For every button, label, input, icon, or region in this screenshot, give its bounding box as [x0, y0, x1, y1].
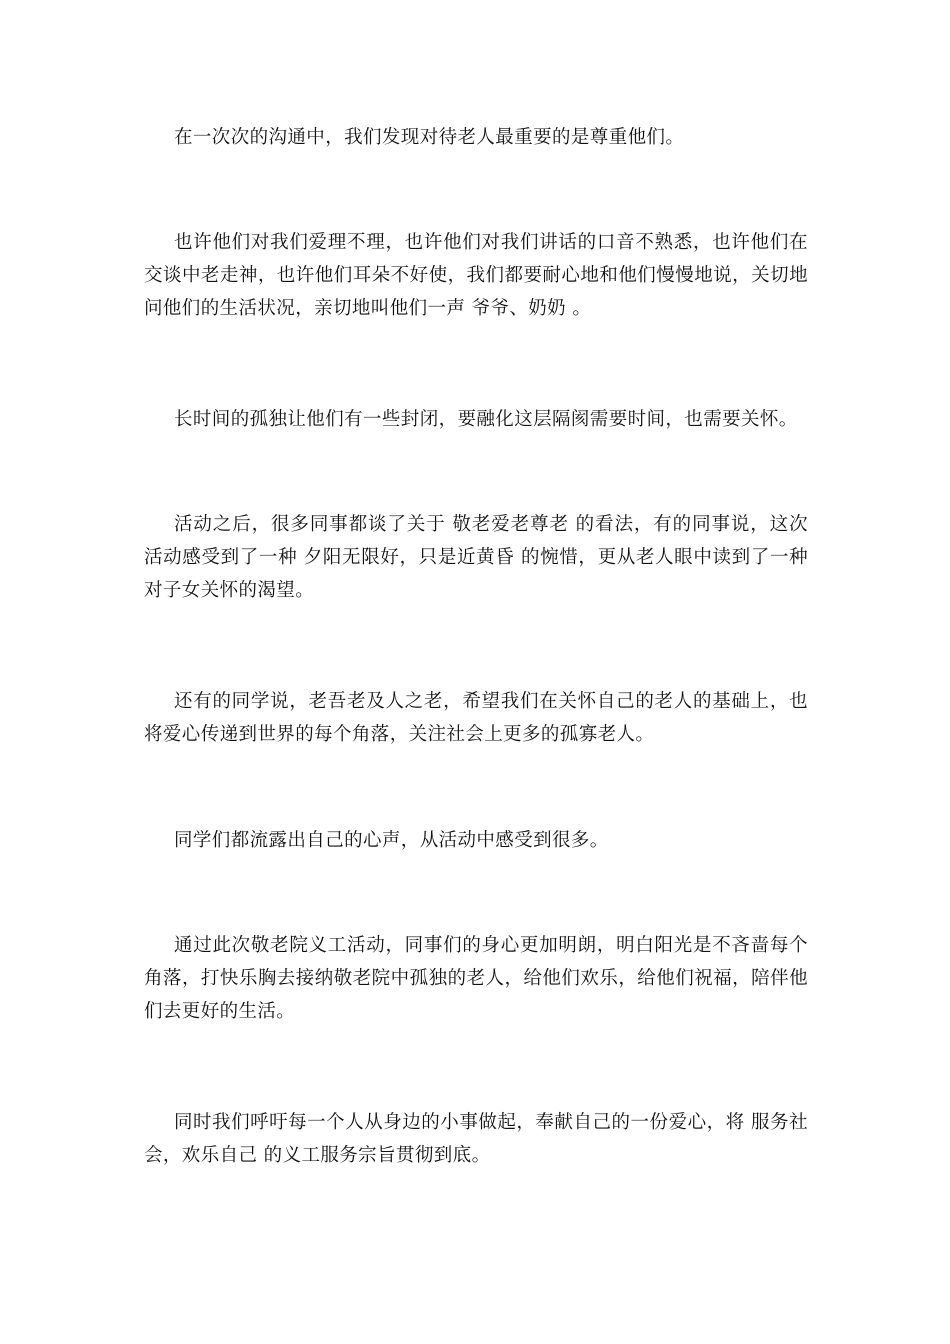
paragraph-8: 同时我们呼吁每一个人从身边的小事做起，奉献自己的一份爱心，将 服务社会，欢乐自己 的义工服务宗旨贯彻到底。	[144, 1112, 808, 1166]
paragraph-4: 活动之后，很多同事都谈了关于 敬老爱老尊老 的看法，有的同事说，这次活动感受到了一种 夕阳无限好，只是近黄昏 的惋惜，更从老人眼中读到了一种对子女关怀的渴望。	[144, 514, 808, 601]
paragraph-5: 还有的同学说，老吾老及人之老，希望我们在关怀自己的老人的基础上，也将爱心传递到世界的每个角落，关注社会上更多的孤寡老人。	[144, 691, 808, 745]
paragraph-2: 也许他们对我们爱理不理，也许他们对我们讲话的口音不熟悉，也许他们在交谈中老走神，也许他们耳朵不好使，我们都要耐心地和他们慢慢地说，关切地问他们的生活状况，亲切地叫他们一声 爷爷、奶奶 。	[144, 232, 808, 319]
paragraph-3: 长时间的孤独让他们有一些封闭，要融化这层隔阂需要时间，也需要关怀。	[174, 409, 798, 430]
paragraph-7: 通过此次敬老院义工活动，同事们的身心更加明朗，明白阳光是不吝啬每个角落，打快乐胸去接纳敬老院中孤独的老人，给他们欢乐，给他们祝福，陪伴他们去更好的生活。	[144, 935, 808, 1022]
paragraph-6: 同学们都流露出自己的心声，从活动中感受到很多。	[174, 830, 609, 851]
paragraph-1: 在一次次的沟通中，我们发现对待老人最重要的是尊重他们。	[174, 127, 685, 148]
